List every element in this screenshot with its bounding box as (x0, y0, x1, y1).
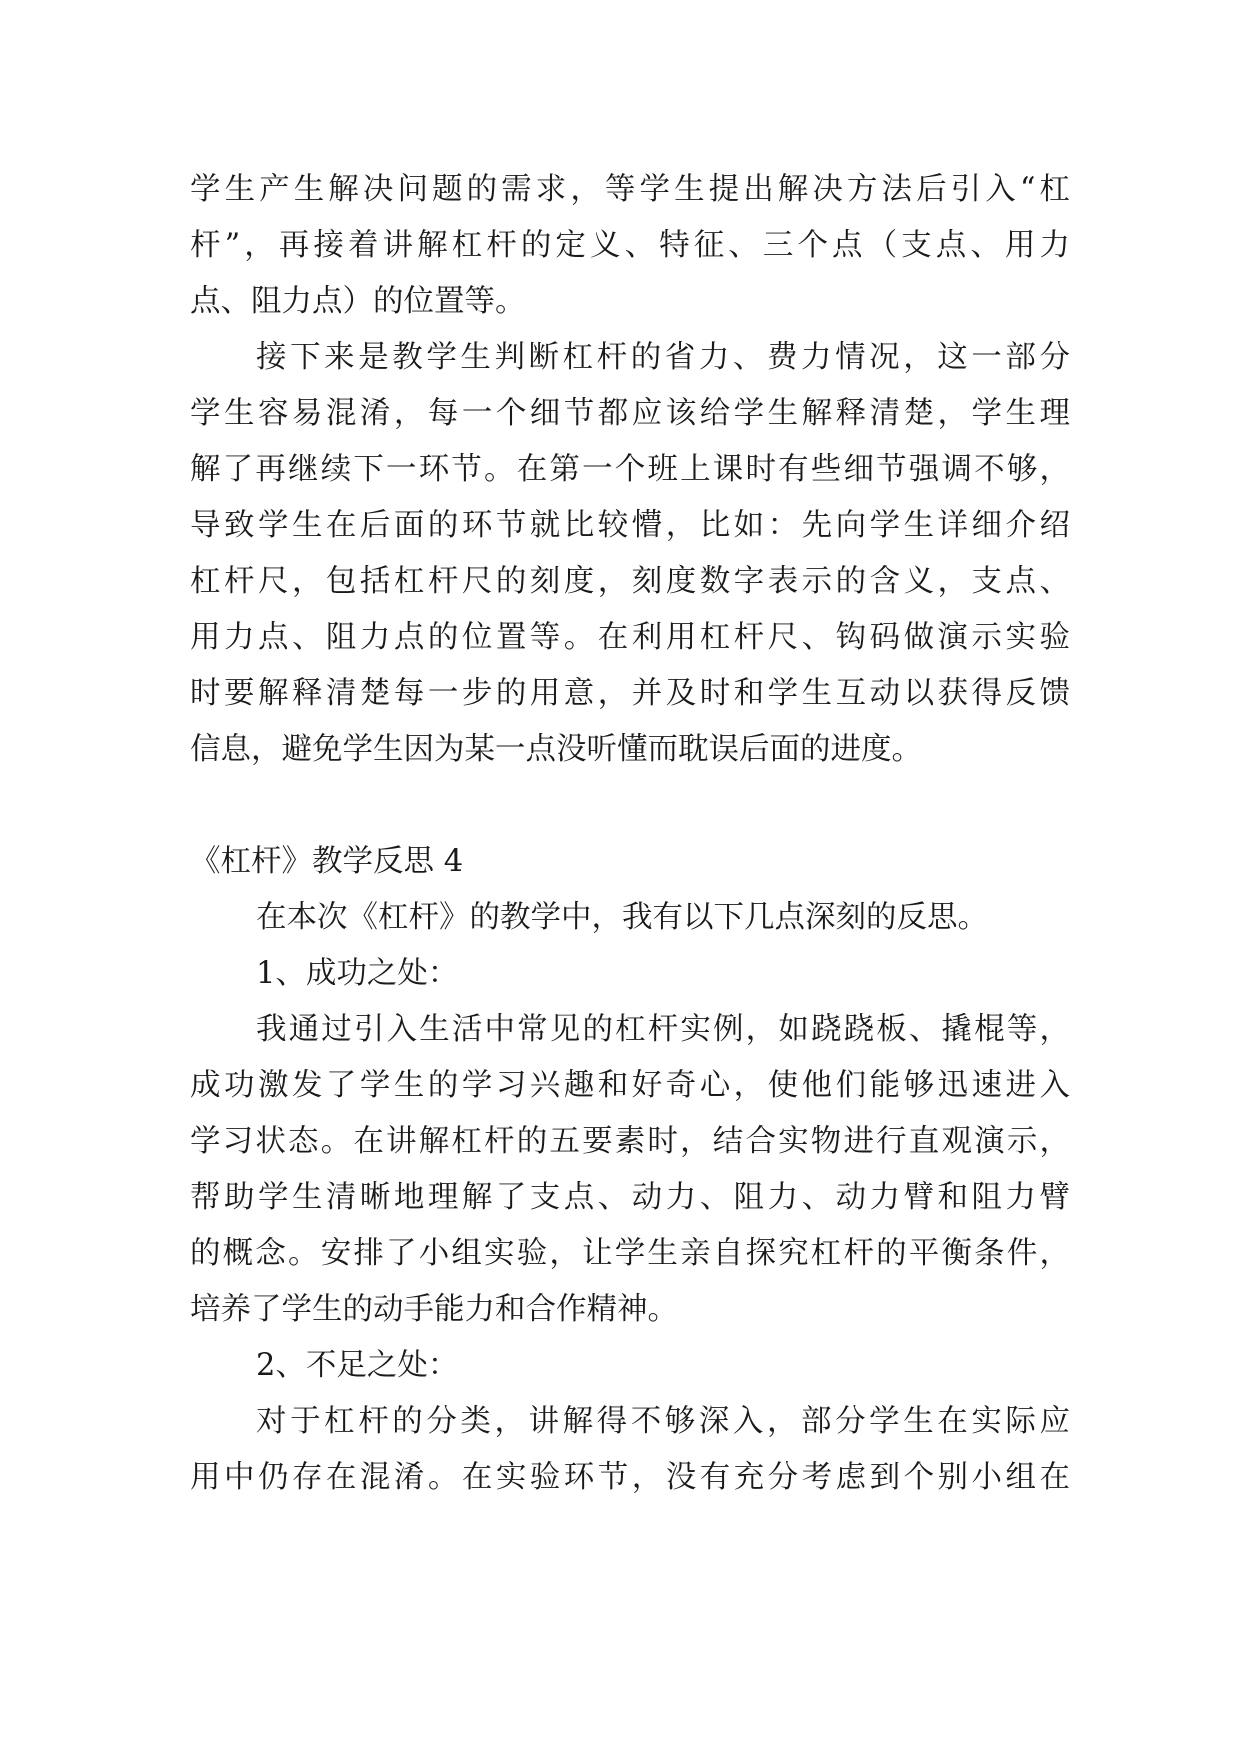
paragraph-1-line: 学生产生解决问题的需求，等学生提出解决方法后引入“杠 (190, 172, 1070, 207)
paragraph-1-line: 点、阻力点）的位置等。 (190, 284, 526, 319)
paragraph-4-line: 对于杠杆的分类，讲解得不够深入，部分学生在实际应 (256, 1404, 1070, 1439)
paragraph-1-line: 杆”，再接着讲解杠杆的定义、特征、三个点（支点、用力 (190, 228, 1070, 263)
item-1-heading: 1、成功之处： (256, 956, 459, 991)
paragraph-3-line: 我通过引入生活中常见的杠杆实例，如跷跷板、撬棍等， (256, 1012, 1070, 1047)
paragraph-3-line: 成功激发了学生的学习兴趣和好奇心，使他们能够迅速进入 (190, 1068, 1070, 1103)
paragraph-2-line: 信息，避免学生因为某一点没听懂而耽误后面的进度。 (190, 732, 922, 767)
paragraph-4-line: 用中仍存在混淆。在实验环节，没有充分考虑到个别小组在 (190, 1460, 1070, 1495)
item-2-heading: 2、不足之处： (256, 1348, 459, 1383)
paragraph-3-line: 帮助学生清晰地理解了支点、动力、阻力、动力臂和阻力臂 (190, 1180, 1070, 1215)
paragraph-2-line: 杠杆尺，包括杠杆尺的刻度，刻度数字表示的含义，支点、 (190, 564, 1070, 599)
paragraph-3-line: 培养了学生的动手能力和合作精神。 (190, 1292, 678, 1327)
section-title: 《杠杆》教学反思 4 (190, 844, 464, 879)
paragraph-2-line: 接下来是教学生判断杠杆的省力、费力情况，这一部分 (256, 340, 1070, 375)
paragraph-2-line: 时要解释清楚每一步的用意，并及时和学生互动以获得反馈 (190, 676, 1070, 711)
paragraph-2-line: 解了再继续下一环节。在第一个班上课时有些细节强调不够， (190, 452, 1070, 487)
paragraph-2-line: 用力点、阻力点的位置等。在利用杠杆尺、钩码做演示实验 (190, 620, 1070, 655)
intro-paragraph: 在本次《杠杆》的教学中，我有以下几点深刻的反思。 (256, 900, 988, 935)
paragraph-3-line: 学习状态。在讲解杠杆的五要素时，结合实物进行直观演示， (190, 1124, 1070, 1159)
paragraph-2-line: 学生容易混淆，每一个细节都应该给学生解释清楚，学生理 (190, 396, 1070, 431)
paragraph-3-line: 的概念。安排了小组实验，让学生亲自探究杠杆的平衡条件， (190, 1236, 1070, 1271)
paragraph-2-line: 导致学生在后面的环节就比较懵，比如：先向学生详细介绍 (190, 508, 1070, 543)
